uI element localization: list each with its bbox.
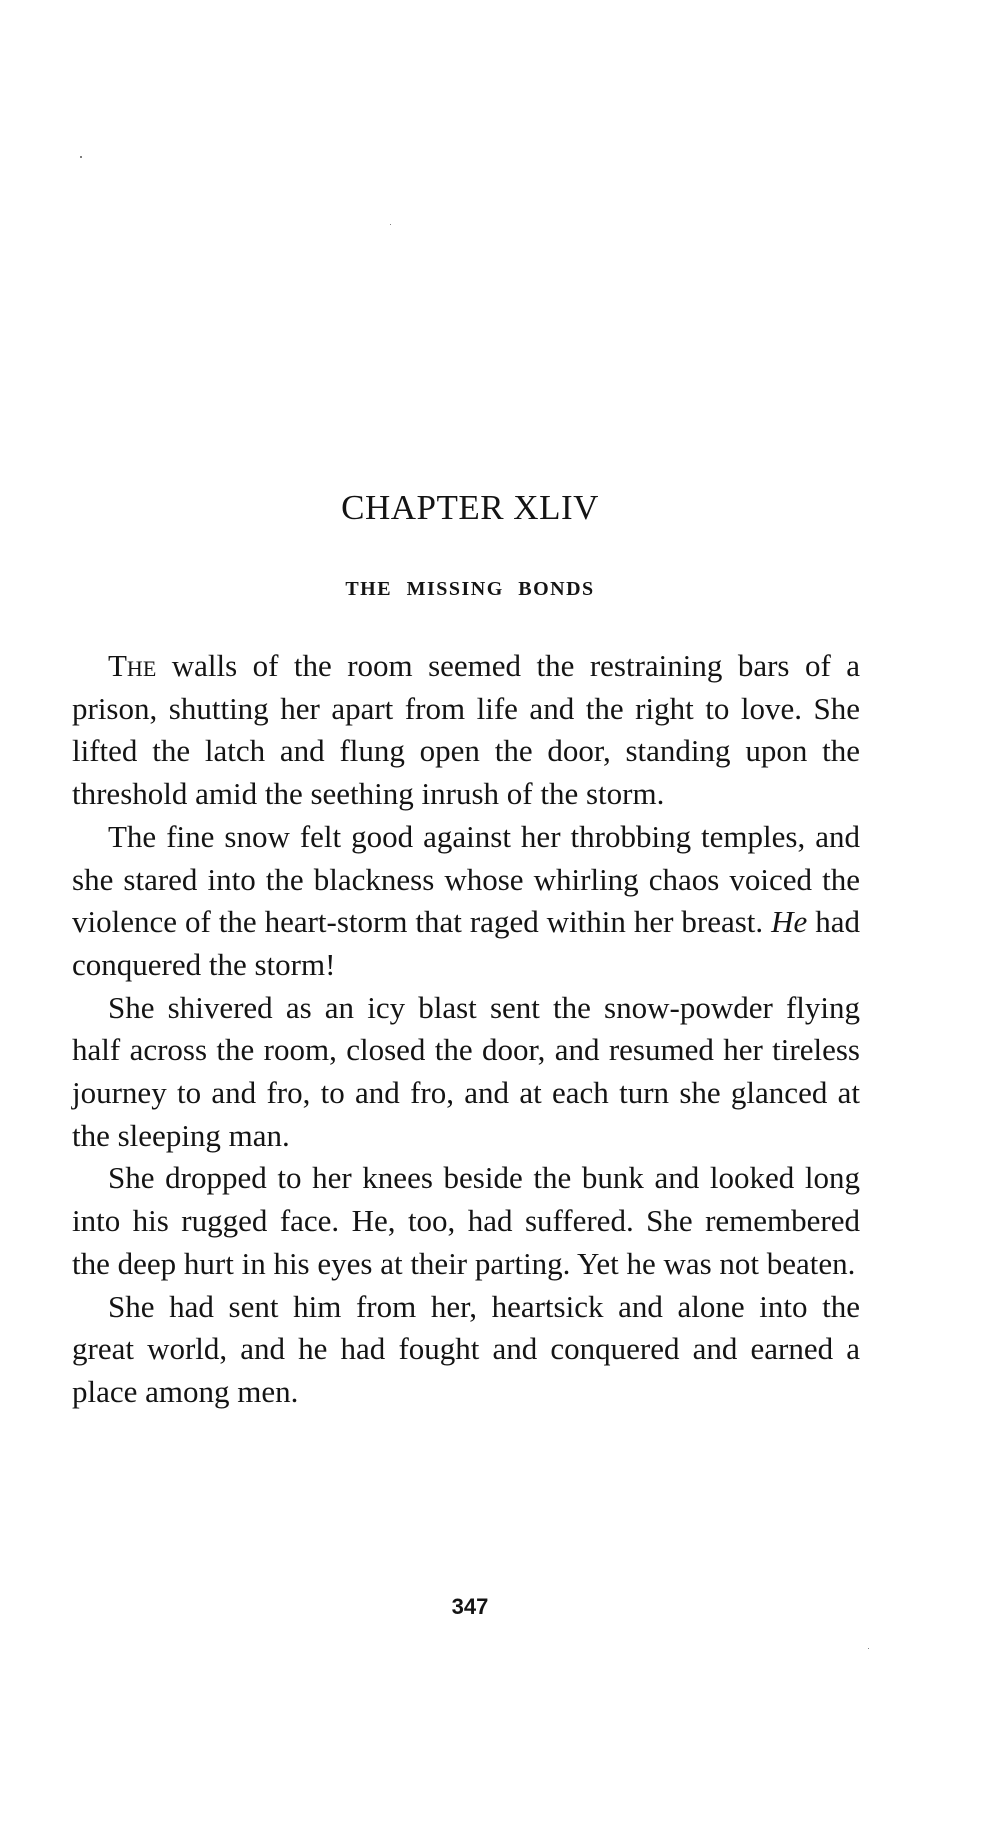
paragraph-text: She shivered as an icy blast sent the snow-powder flying half across the room, closed the door, and resumed her tireless journey to and fro, to and fro, and at each turn she glanced at the sleeping man. bbox=[72, 989, 860, 1153]
paragraph-emphasis: He bbox=[771, 904, 808, 940]
paragraph-text: She had sent him from her, heartsick and alone into the great world, and he had fought and conquered and earned a place among men. bbox=[72, 1288, 860, 1409]
paragraph bbox=[72, 1157, 860, 1285]
paragraph-text: had conquered the storm! bbox=[72, 904, 860, 982]
paragraph-text: She dropped to her knees beside the bunk and looked long into his rugged face. He, too, had suffered. She remembered the deep hurt in his eyes at their parting. Yet he was not beaten. bbox=[72, 1160, 860, 1281]
scan-speck bbox=[868, 1648, 869, 1649]
paragraph-text: The fine snow felt good against her throbbing temples, and she stared into the blackness whose whirling chaos voiced the violence of the heart-storm that raged within her breast. bbox=[72, 818, 860, 940]
paragraph bbox=[72, 816, 860, 987]
paragraph bbox=[72, 1286, 860, 1414]
scan-speck bbox=[80, 156, 82, 158]
chapter-title: CHAPTER XLIV bbox=[341, 488, 599, 527]
scan-speck bbox=[390, 224, 391, 225]
page-number: 347 bbox=[451, 1594, 489, 1619]
paragraph-lead-word: The bbox=[108, 648, 157, 683]
body-text bbox=[72, 645, 860, 1414]
chapter-subtitle: THE MISSING BONDS bbox=[345, 578, 595, 600]
paragraph-text: walls of the room seemed the restraining bars of a prison, shutting her apart from life and the right to love. She lifted the latch and flung open the door, standing upon the threshold amid the seething inrush of the storm. bbox=[72, 648, 860, 812]
paragraph bbox=[72, 645, 860, 816]
paragraph bbox=[72, 987, 860, 1158]
